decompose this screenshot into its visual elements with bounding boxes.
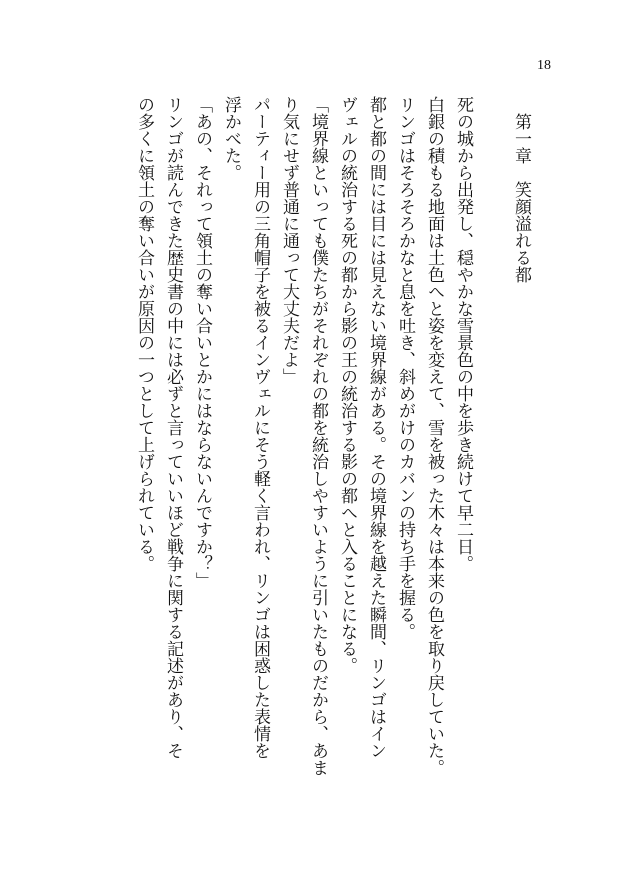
text-line: り気にせず普通に通って大丈夫だよ」 — [279, 96, 299, 385]
text-line: の多くに領土の奪い合いが原因の一つとして上げられている。 — [134, 96, 154, 572]
text-line: リンゴが読んできた歴史書の中には必ずと言っていいほど戦争に関する記述があり、そ — [163, 96, 183, 759]
text-line: 都と都の間には目には見えない境界線がある。その境界線を越えた瞬間、リンゴはイン — [366, 96, 386, 759]
text-line: 「あの、それって領土の奪い合いとかにはならないんですか？」 — [192, 96, 212, 589]
vertical-text-body — [129, 96, 535, 796]
chapter-title: 第一章 笑顔溢れる都 — [511, 113, 531, 283]
text-line: ヴェルの統治する死の都から影の王の統治する影の都へと入ることになる。 — [337, 96, 357, 674]
text-line: 白銀の積もる地面は土色へと姿を変えて、雪を被った木々は本来の色を取り戻していた。 — [424, 96, 444, 776]
page-number: 18 — [537, 58, 551, 73]
text-line: 浮かべた。 — [221, 96, 241, 181]
text-line: 死の城から出発し、穏やかな雪景色の中を歩き続けて早二日。 — [453, 96, 473, 572]
text-line: パーティー用の三角帽子を被るインヴェルにそう軽く言われ、リンゴは困惑した表情を — [250, 96, 270, 759]
text-line: リンゴはそろそろかなと息を吐き、斜めがけのカバンの持ち手を握る。 — [395, 96, 415, 640]
text-line: 「境界線といっても僕たちがそれぞれの都を統治しやすいように引いたものだから、あま — [308, 96, 328, 776]
